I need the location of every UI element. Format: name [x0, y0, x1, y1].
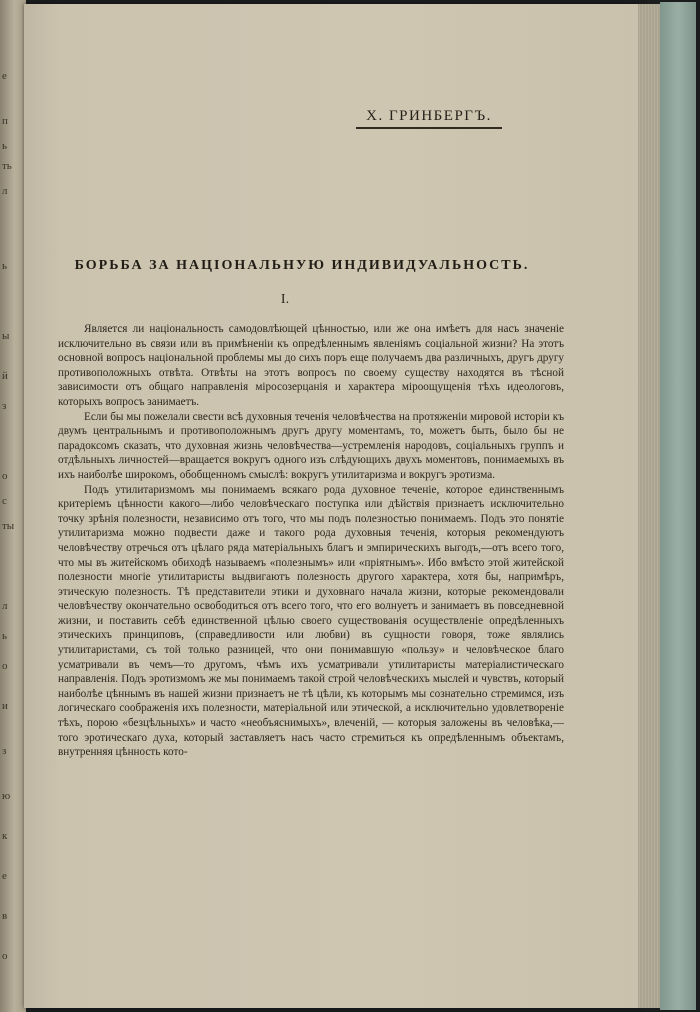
- facing-page-text: о: [2, 950, 8, 962]
- facing-page-text: ь: [2, 260, 8, 272]
- facing-page-text: и: [2, 700, 8, 712]
- facing-page-text: ь: [2, 140, 8, 152]
- article-body: [58, 322, 564, 760]
- facing-page-text: й: [2, 370, 8, 382]
- facing-page-text: з: [2, 745, 7, 757]
- facing-page-text: о: [2, 660, 8, 672]
- section-number: I.: [280, 292, 290, 307]
- facing-page-text: л: [2, 600, 8, 612]
- facing-page-text: ь: [2, 630, 8, 642]
- facing-page-text: о: [2, 470, 8, 482]
- facing-page-text: ты: [2, 520, 15, 532]
- paragraph: Подъ утилитаризмомъ мы понимаемъ всякаго рода духовное теченіе, которое единственнымъ критеріемъ цѣнности какого—либо человѣческаго поступка или дѣйствія признаетъ исключительно точку зрѣнія полезности, независимо отъ того, что мы подъ полезностью понимаемъ. Подъ это понятіе утилитаризма можно подвести даже и такого рода духовныя теченія, которыя рекомендуютъ человѣчеству отречься отъ цѣлаго ряда матеріальныхъ благъ и эмпирическихъ выгодъ,—отъ всего того, что мы въ житейскомъ обиходѣ называемъ «полезнымъ» или «пріятнымъ». Ибо вмѣсто этой житейской полезности многіе утилитаристы выдвигаютъ полезность другого характера, хотя бы, напримѣръ, этическую полезность. Тѣ представители этики и духовнаго начала жизни, которые рекомендовали человѣчеству окончательно освободиться отъ всего того, что его волнуетъ и занимаетъ въ повседневной жизни, и поставить себѣ единственной цѣлью своего существованія осуществленіе опредѣленныхъ этическихъ принциповъ, (справедливости или любви) въ сущности говоря, тоже являлись утилитаристами, съ той только разницей, что они понимавшую «пользу» и человѣческое благо усматривали въ чемъ—то другомъ, чѣмъ ихъ усматривали утилитаристы матеріалистическаго направленія. Подъ эротизмомъ же мы понимаемъ такой строй человѣческихъ мыслей и чувствъ, который наиболѣе цѣннымъ въ нашей жизни признаетъ не тѣ цѣли, къ которымъ мы сознательно стремимся, изъ логическаго соображенія ихъ полезности, матеріальной или этической, а исключительно удовлетвореніе тѣхъ, порою «безцѣльныхъ» и часто «необъяснимыхъ», влеченій, — которыя заложены въ человѣка,—того эротическаго духа, который заставляетъ насъ часто стремиться къ опредѣленнымъ объектамъ, внутренняя цѣнность кото-: [58, 483, 564, 759]
- facing-page-text: с: [2, 495, 7, 507]
- facing-page-edge: [0, 0, 26, 1012]
- book-binding: [660, 2, 696, 1010]
- facing-page-text: ть: [2, 160, 12, 172]
- facing-page-text: ы: [2, 330, 10, 342]
- page-edges: [638, 4, 662, 1008]
- paragraph: Является ли національность самодовлѣющей цѣнностью, или же она имѣетъ для насъ значеніе исключительно въ связи или въ примѣненіи къ опредѣленнымъ явленіямъ соціальной жизни? На этотъ основной вопросъ національной проблемы мы до сихъ поръ еще получаемъ два различныхъ, другъ другу противоположныхъ отвѣта. Отвѣты на этотъ вопросъ по своему существу находятся въ тѣсной зависимости отъ общаго направленія міросозерцанія и характера міроощущенія тѣхъ идеологовъ, которыхъ вопросъ занимаетъ.: [58, 323, 564, 408]
- facing-page-text: е: [2, 870, 7, 882]
- facing-page-text: ю: [2, 790, 11, 802]
- facing-page-text: з: [2, 400, 7, 412]
- article-title: БОРЬБА ЗА НАЦІОНАЛЬНУЮ ИНДИВИДУАЛЬНОСТЬ.: [74, 258, 530, 273]
- facing-page-text: п: [2, 115, 8, 127]
- facing-page-text: к: [2, 830, 8, 842]
- facing-page-text: л: [2, 185, 8, 197]
- facing-page-text: в: [2, 910, 8, 922]
- facing-page-text: е: [2, 70, 7, 82]
- author-name: Х. ГРИНБЕРГЪ.: [356, 108, 502, 129]
- paragraph: Если бы мы пожелали свести всѣ духовныя теченія человѣчества на протяженіи мировой исторіи къ двумъ центральнымъ и противоположнымъ другъ другу моментамъ, то, можетъ быть, было бы не парадоксомъ сказать, что духовная жизнь человѣчества—устремленія народовъ, соціальныхъ группъ и отдѣльныхъ личностей—вращается вокругъ одного изъ слѣдующихъ двухъ моментовъ, понимаемыхъ въ ихъ наиболѣе широкомъ, обобщенномъ смыслѣ: вокругъ утилитаризма и вокругъ эротизма.: [58, 410, 564, 481]
